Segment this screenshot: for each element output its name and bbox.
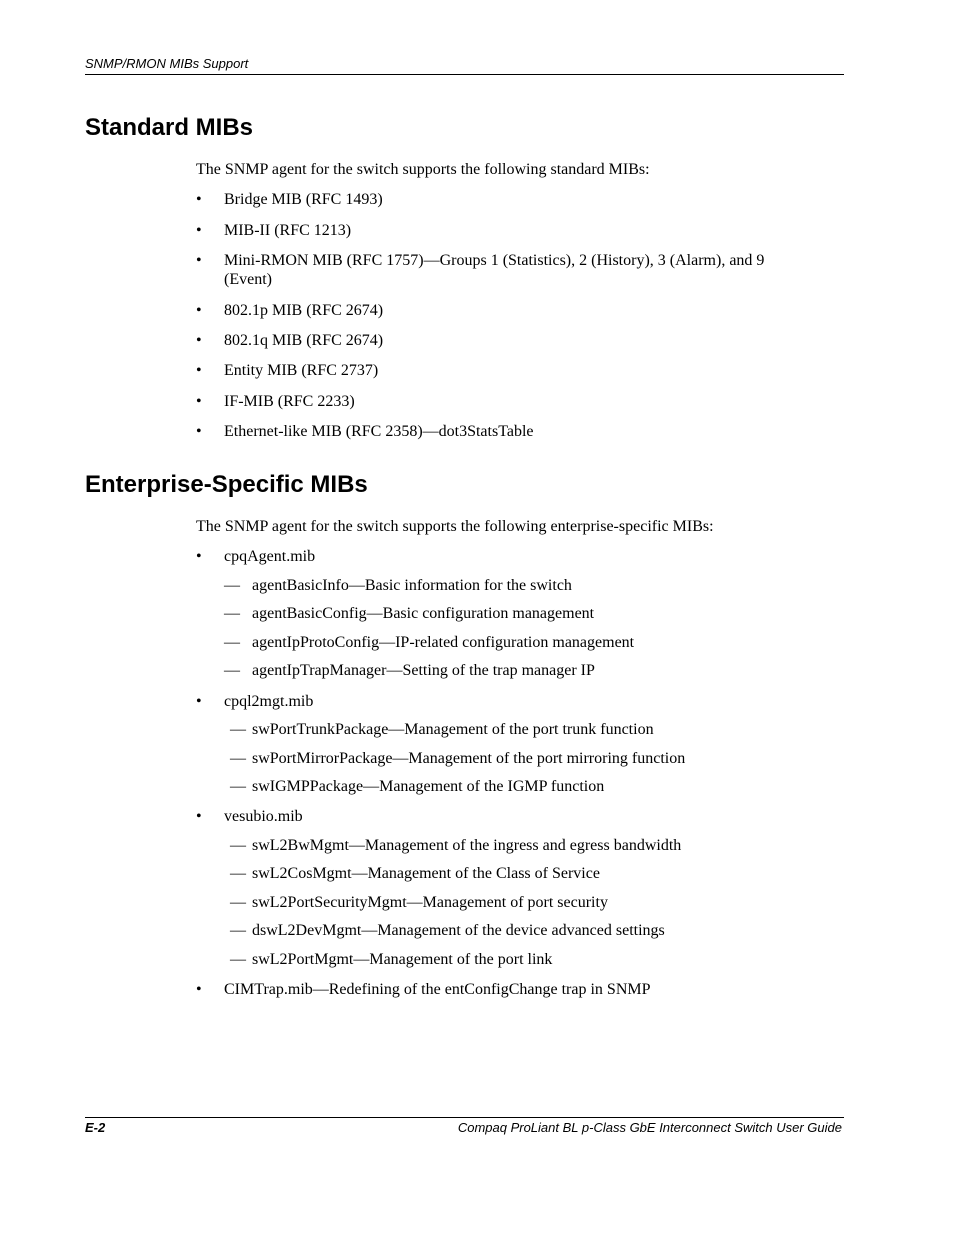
- bullet-glyph: •: [196, 362, 202, 379]
- bullet-glyph: •: [196, 693, 202, 710]
- book-title: Compaq ProLiant BL p-Class GbE Interconnect Switch User Guide: [457, 1120, 842, 1135]
- footer-rule: [85, 1117, 844, 1118]
- dash-glyph: —: [224, 634, 240, 651]
- bullet-glyph: •: [196, 808, 202, 825]
- bullet-glyph: •: [196, 191, 202, 208]
- dash-glyph: —: [230, 865, 246, 882]
- bullet-glyph: •: [196, 222, 202, 239]
- sub-list-item-text: swL2CosMgmt—Management of the Class of Service: [252, 865, 600, 882]
- list-item-text: vesubio.mib: [224, 808, 303, 825]
- dash-glyph: —: [224, 662, 240, 679]
- sub-list-item-text: swL2PortMgmt—Management of the port link: [252, 951, 553, 968]
- list-item-text: 802.1q MIB (RFC 2674): [224, 332, 384, 349]
- section-title-standard-mibs: Standard MIBs: [85, 114, 254, 141]
- sub-list-item-text: agentIpTrapManager—Setting of the trap manager IP: [252, 662, 595, 679]
- list-item-text: Bridge MIB (RFC 1493): [224, 191, 383, 208]
- sub-list-item-text: swL2PortSecurityMgmt—Management of port security: [252, 894, 608, 911]
- dash-glyph: —: [230, 837, 246, 854]
- sub-list-item-text: swL2BwMgmt—Management of the ingress and egress bandwidth: [252, 837, 682, 854]
- running-header: SNMP/RMON MIBs Support: [85, 56, 249, 71]
- section-intro-enterprise: The SNMP agent for the switch supports the following enterprise-specific MIBs:: [196, 518, 714, 535]
- list-item-text: MIB-II (RFC 1213): [224, 222, 352, 239]
- list-item-text: cpqAgent.mib: [224, 548, 316, 565]
- sub-list-item-text: swPortMirrorPackage—Management of the port mirroring function: [252, 750, 686, 767]
- dash-glyph: —: [224, 605, 240, 622]
- bullet-glyph: •: [196, 393, 202, 410]
- section-title-enterprise-mibs: Enterprise-Specific MIBs: [85, 471, 368, 498]
- sub-list-item-text: agentBasicConfig—Basic configuration management: [252, 605, 595, 622]
- bullet-glyph: •: [196, 332, 202, 349]
- list-item-text: Ethernet-like MIB (RFC 2358)—dot3StatsTable: [224, 423, 534, 440]
- list-item-text: Entity MIB (RFC 2737): [224, 362, 379, 379]
- header-rule: [85, 74, 844, 75]
- sub-list-item-text: swIGMPPackage—Management of the IGMP function: [252, 778, 605, 795]
- list-item-text: cpql2mgt.mib: [224, 693, 314, 710]
- list-item-text: Mini-RMON MIB (RFC 1757)—Groups 1 (Statistics), 2 (History), 3 (Alarm), and 9 (Event): [224, 252, 765, 288]
- list-item-text: 802.1p MIB (RFC 2674): [224, 302, 384, 319]
- list-item-text: CIMTrap.mib—Redefining of the entConfigChange trap in SNMP: [224, 981, 651, 998]
- bullet-glyph: •: [196, 548, 202, 565]
- list-item-text: IF-MIB (RFC 2233): [224, 393, 355, 410]
- dash-glyph: —: [230, 778, 246, 795]
- sub-list-item-text: swPortTrunkPackage—Management of the port trunk function: [252, 721, 654, 738]
- sub-list-item-text: agentIpProtoConfig—IP-related configuration management: [252, 634, 635, 651]
- page-number: E-2: [85, 1120, 106, 1135]
- bullet-glyph: •: [196, 252, 202, 269]
- bullet-glyph: •: [196, 981, 202, 998]
- dash-glyph: —: [230, 894, 246, 911]
- section-intro-standard: The SNMP agent for the switch supports the following standard MIBs:: [196, 161, 650, 178]
- dash-glyph: —: [230, 721, 246, 738]
- dash-glyph: —: [230, 951, 246, 968]
- dash-glyph: —: [230, 750, 246, 767]
- dash-glyph: —: [230, 922, 246, 939]
- dash-glyph: —: [224, 577, 240, 594]
- bullet-glyph: •: [196, 423, 202, 440]
- sub-list-item-text: dswL2DevMgmt—Management of the device advanced settings: [252, 922, 665, 939]
- sub-list-item-text: agentBasicInfo—Basic information for the switch: [252, 577, 572, 594]
- bullet-glyph: •: [196, 302, 202, 319]
